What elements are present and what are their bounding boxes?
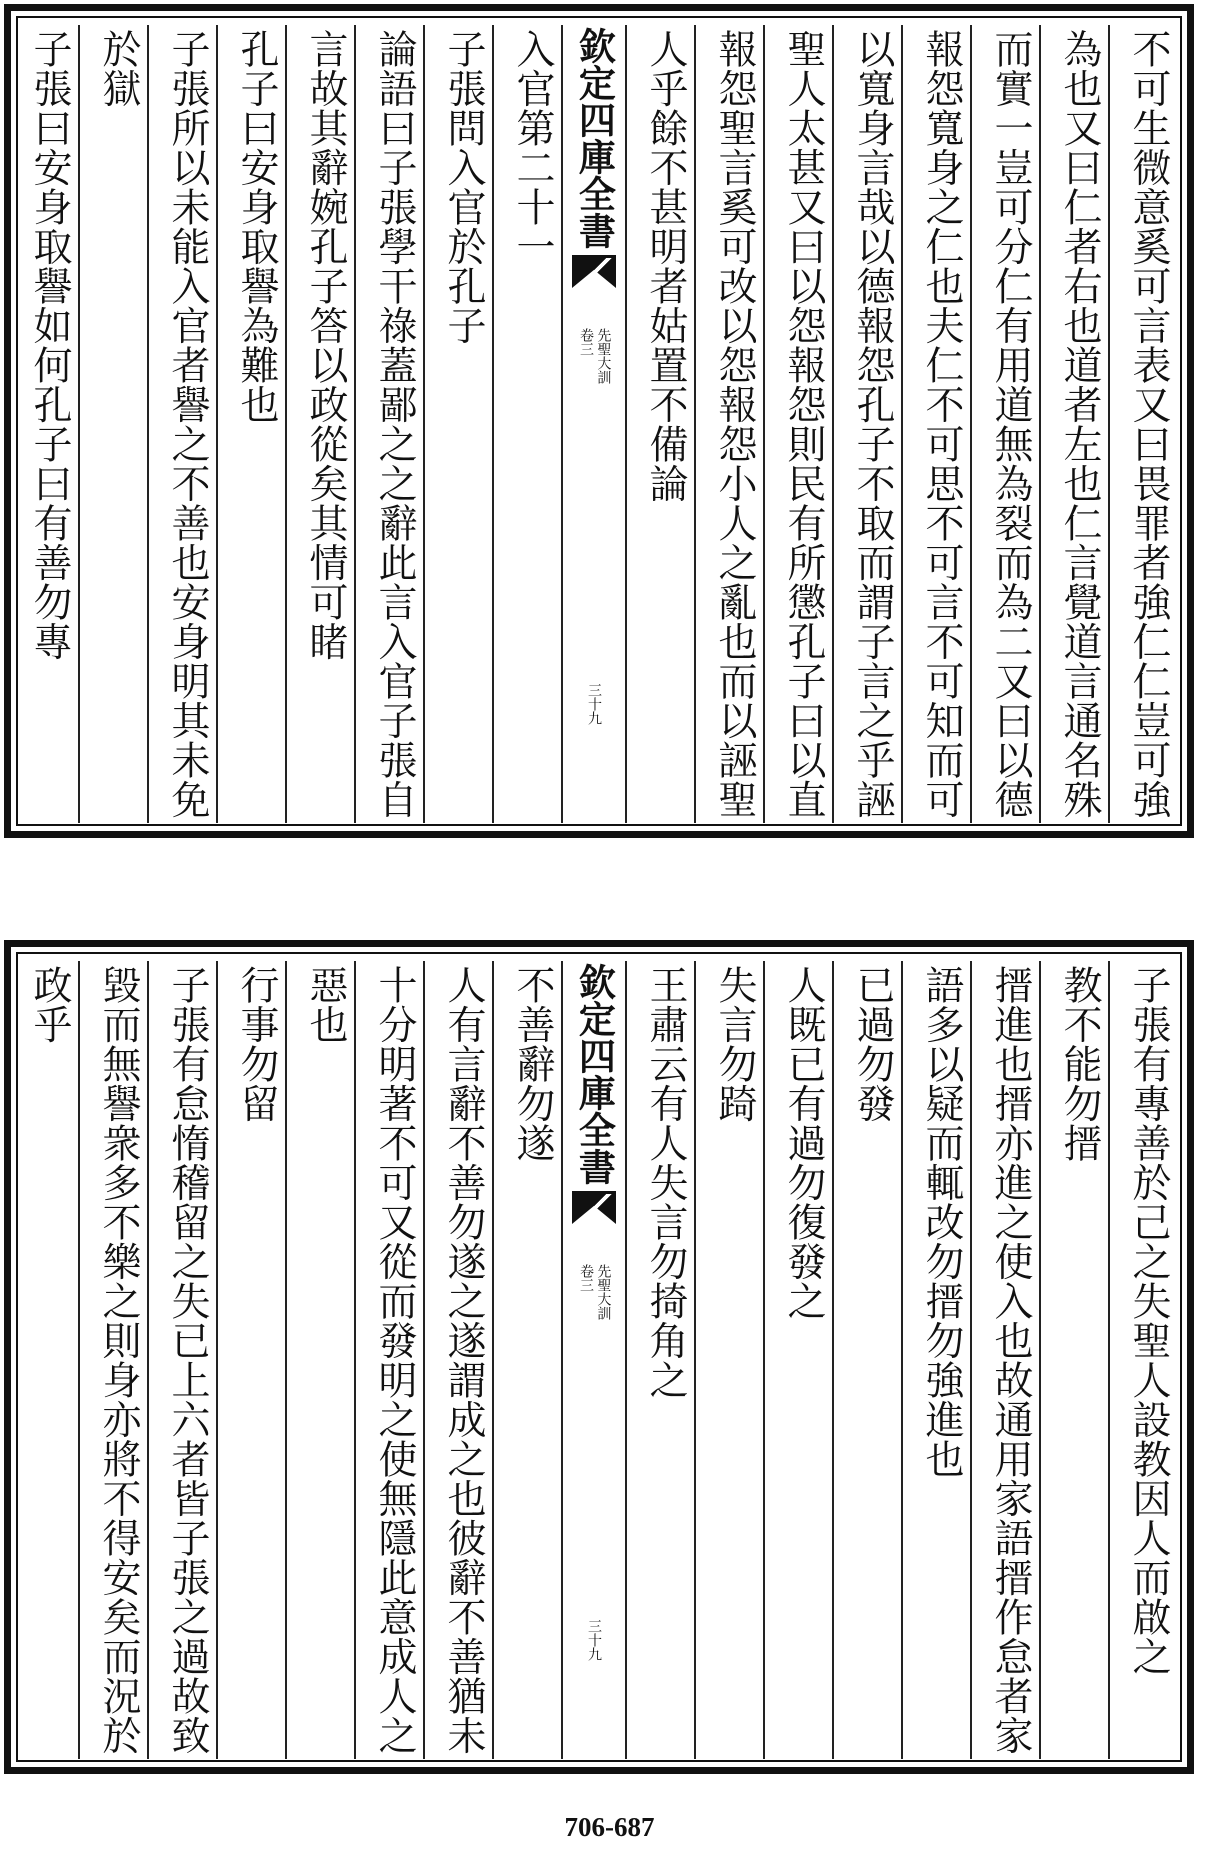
text-column: 子張有怠惰稽留之失已上六者皆子張之過故致 bbox=[147, 961, 216, 1759]
text-column: 人有言辭不善勿遂之遂謂成之也彼辭不善猶未 bbox=[423, 961, 492, 1759]
text-column: 聖人太甚又曰以怨報怨則民有所懲孔子曰以直 bbox=[763, 25, 832, 823]
text-column: 子張曰安身取譽如何孔子曰有善勿專 bbox=[27, 29, 72, 661]
margin-book-info bbox=[578, 328, 611, 384]
margin-title: 欽定四庫全書 bbox=[572, 963, 617, 1185]
text-column: 已過勿發 bbox=[832, 961, 901, 1759]
text-column: 為也又曰仁者右也道者左也仁言覺道言通名殊 bbox=[1039, 25, 1108, 823]
text-column: 子張有專善於己之失聖人設教因人而啟之 bbox=[1108, 961, 1177, 1759]
margin-book-title: 先聖大訓 bbox=[595, 328, 612, 384]
text-column: 王肅云有人失言勿掎角之 bbox=[625, 961, 694, 1759]
margin-book-title: 先聖大訓 bbox=[595, 1264, 612, 1320]
text-column: 論語曰子張學干祿蓋鄙之之辭此言入官子張自 bbox=[354, 25, 423, 823]
text-column: 人既已有過勿復發之 bbox=[763, 961, 832, 1759]
text-column: 語多以疑而輒改勿搢勿強進也 bbox=[901, 961, 970, 1759]
text-column: 報怨寬身之仁也夫仁不可思不可言不可知而可 bbox=[901, 25, 970, 823]
text-column: 人乎餘不甚明者姑置不備論 bbox=[625, 25, 694, 823]
text-column: 言故其辭婉孔子答以政從矣其情可睹 bbox=[285, 25, 354, 823]
page-reference-number: 706-687 bbox=[564, 1812, 655, 1842]
margin-title: 欽定四庫全書 bbox=[572, 27, 617, 249]
text-column: 政乎 bbox=[27, 965, 72, 1044]
text-column: 於獄 bbox=[78, 25, 147, 823]
text-column: 搢進也搢亦進之使入也故通用家語搢作怠者家 bbox=[970, 961, 1039, 1759]
upper-page bbox=[4, 4, 1194, 838]
text-column: 行事勿留 bbox=[216, 961, 285, 1759]
margin-volume: 卷三 bbox=[578, 1264, 594, 1292]
text-column: 教不能勿搢 bbox=[1039, 961, 1108, 1759]
text-column: 入官第二十一 bbox=[492, 25, 561, 823]
text-column: 子張所以未能入官者譽之不善也安身明其未免 bbox=[147, 25, 216, 823]
block-center-margin bbox=[561, 25, 625, 823]
fish-tail-mark-icon bbox=[572, 255, 616, 288]
text-column: 以寬身言哉以德報怨孔子不取而謂子言之乎誣 bbox=[832, 25, 901, 823]
margin-folio-number: 三十九 bbox=[586, 1619, 602, 1661]
text-column: 孔子曰安身取譽為難也 bbox=[216, 25, 285, 823]
text-column: 十分明著不可又從而發明之使無隱此意成人之 bbox=[354, 961, 423, 1759]
lower-page bbox=[4, 940, 1194, 1774]
text-column: 而實一豈可分仁有用道無為裂而為二又曰以德 bbox=[970, 25, 1039, 823]
text-column: 不善辭勿遂 bbox=[492, 961, 561, 1759]
text-column: 惡也 bbox=[285, 961, 354, 1759]
text-column: 報怨聖言奚可改以怨報怨小人之亂也而以誣聖 bbox=[694, 25, 763, 823]
margin-book-info bbox=[578, 1264, 611, 1320]
fish-tail-mark-icon bbox=[572, 1191, 616, 1224]
margin-volume: 卷三 bbox=[578, 328, 594, 356]
text-column: 子張問入官於孔子 bbox=[423, 25, 492, 823]
margin-folio-number: 三十九 bbox=[586, 683, 602, 725]
text-column: 毀而無譽衆多不樂之則身亦將不得安矣而況於 bbox=[78, 961, 147, 1759]
block-center-margin bbox=[561, 961, 625, 1759]
text-column: 失言勿踦 bbox=[694, 961, 763, 1759]
text-column: 不可生微意奚可言表又曰畏罪者強仁仁豈可強 bbox=[1108, 25, 1177, 823]
